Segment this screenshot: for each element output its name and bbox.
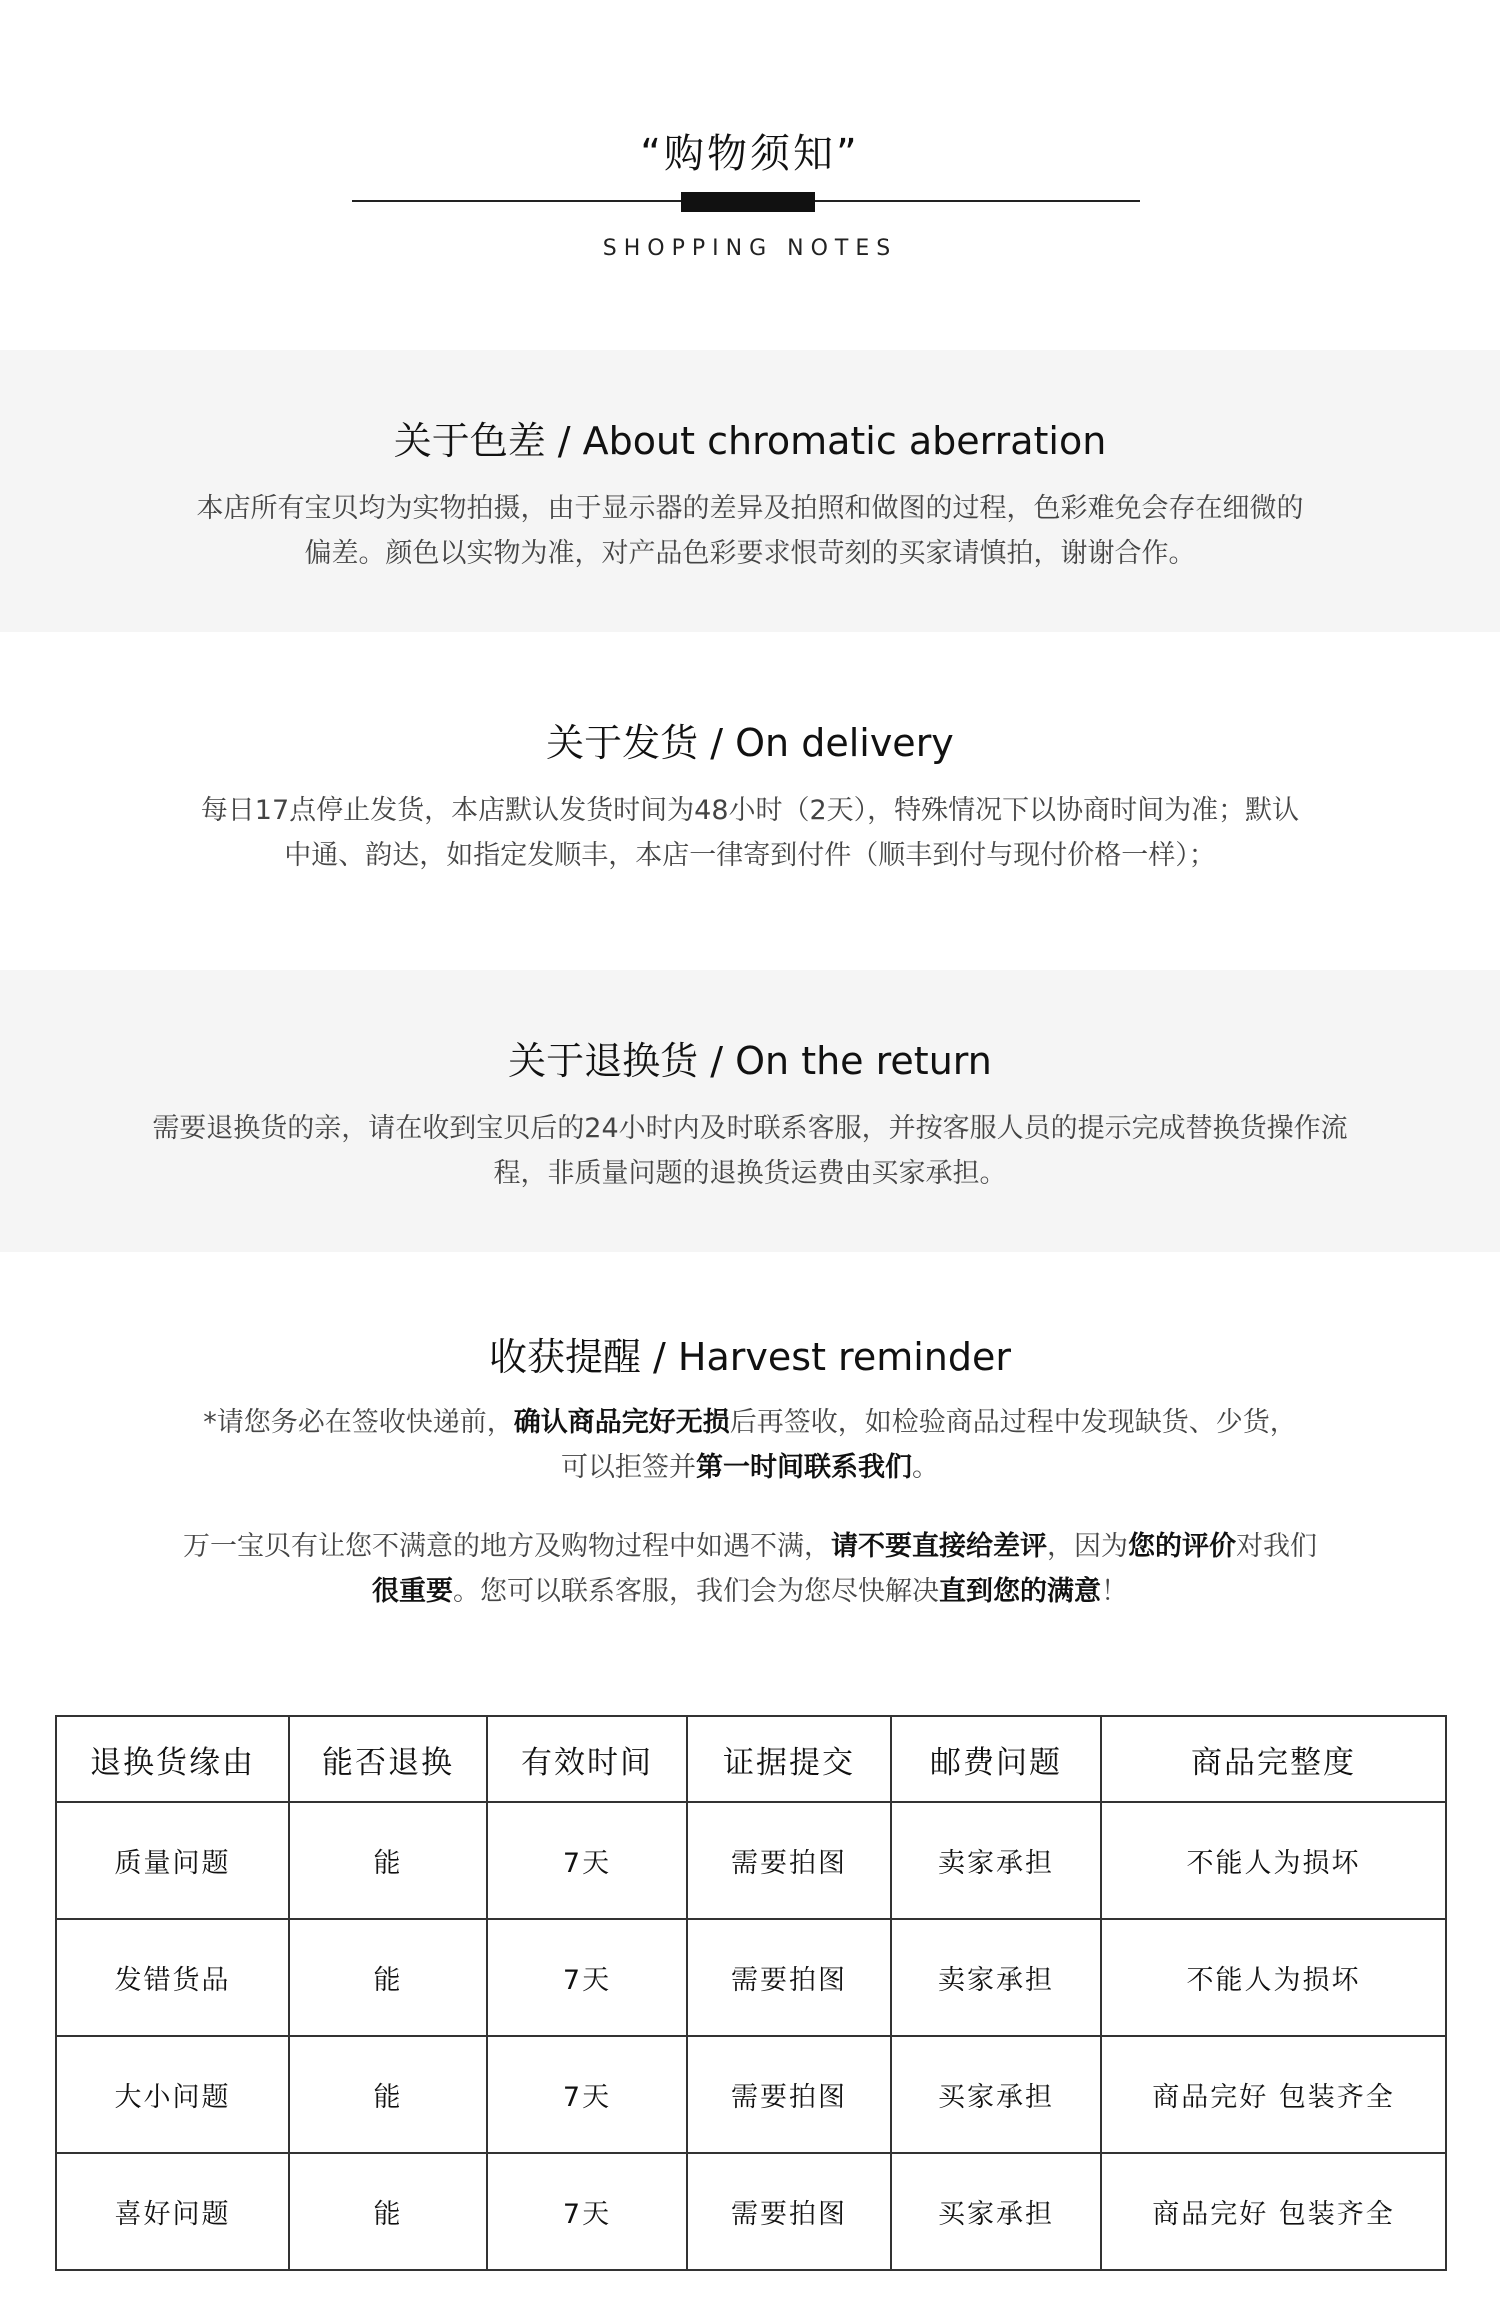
table-cell: 7天: [487, 2036, 687, 2153]
body-line: 程，非质量问题的退换货运费由买家承担。: [493, 1158, 1007, 1189]
emphasis-text: 确认商品完好无损: [513, 1407, 730, 1438]
body-line: 本店所有宝贝均为实物拍摄，由于显示器的差异及拍照和做图的过程，色彩难免会存在细微的: [196, 493, 1304, 524]
table-cell: 大小问题: [56, 2036, 289, 2153]
table-cell: 需要拍图: [687, 2153, 891, 2270]
text-run: 。: [912, 1452, 939, 1483]
table-cell: 买家承担: [891, 2036, 1101, 2153]
section-body: [90, 788, 1410, 878]
column-header: 证据提交: [687, 1716, 891, 1802]
section-color-difference: [0, 350, 1500, 632]
table-cell: 发错货品: [56, 1919, 289, 2036]
text-run: ！: [1101, 1576, 1128, 1607]
column-header: 退换货缘由: [56, 1716, 289, 1802]
section-title: 收获提醒 / Harvest reminder: [488, 1335, 1012, 1379]
text-run: 。您可以联系客服，我们会为您尽快解决: [453, 1576, 939, 1607]
emphasis-text: 请不要直接给差评: [831, 1531, 1047, 1562]
section-harvest-reminder: [0, 1252, 1500, 1672]
text-run: 万一宝贝有让您不满意的地方及购物过程中如遇不满，: [183, 1531, 831, 1562]
body-line: 偏差。颜色以实物为准，对产品色彩要求恨苛刻的买家请慎拍，谢谢合作。: [304, 538, 1196, 569]
section-title: 关于退换货 / On the return: [508, 1039, 992, 1083]
section-returns: [0, 970, 1500, 1252]
title-divider-bar: [681, 192, 815, 212]
table-header-row: [56, 1716, 1446, 1802]
reminder-paragraph-1: [90, 1400, 1410, 1490]
table-cell: 7天: [487, 2153, 687, 2270]
header: [0, 0, 1500, 340]
page-title: “购物须知”: [640, 131, 860, 177]
text-run: 后再签收，如检验商品过程中发现缺货、少货，: [729, 1407, 1297, 1438]
text-run: ，因为: [1047, 1531, 1128, 1562]
section-body: [90, 486, 1410, 576]
table-cell: 不能人为损坏: [1101, 1919, 1446, 2036]
table-cell: 能: [289, 1802, 487, 1919]
table-cell: 7天: [487, 1919, 687, 2036]
page-subtitle: SHOPPING NOTES: [602, 236, 898, 261]
table-cell: 能: [289, 2036, 487, 2153]
body-line: 中通、韵达，如指定发顺丰，本店一律寄到付件（顺丰到付与现付价格一样）；: [284, 840, 1216, 871]
table-row: [56, 2153, 1446, 2270]
table-cell: 卖家承担: [891, 1919, 1101, 2036]
emphasis-text: 直到您的满意: [939, 1576, 1101, 1607]
table-cell: 能: [289, 2153, 487, 2270]
table-cell: 喜好问题: [56, 2153, 289, 2270]
table-row: [56, 1919, 1446, 2036]
table-cell: 需要拍图: [687, 1802, 891, 1919]
body-line: 需要退换货的亲，请在收到宝贝后的24小时内及时联系客服，并按客服人员的提示完成替换货操作流: [152, 1113, 1348, 1144]
reminder-paragraph-2: [90, 1524, 1410, 1614]
section-body: [90, 1106, 1410, 1196]
section-delivery: [0, 632, 1500, 970]
table-cell: 需要拍图: [687, 1919, 891, 2036]
table-cell: 商品完好 包装齐全: [1101, 2036, 1446, 2153]
table-cell: 卖家承担: [891, 1802, 1101, 1919]
text-run: 可以拒签并: [561, 1452, 696, 1483]
table-row: [56, 1802, 1446, 1919]
emphasis-text: 很重要: [372, 1576, 453, 1607]
table-cell: 商品完好 包装齐全: [1101, 2153, 1446, 2270]
table-cell: 买家承担: [891, 2153, 1101, 2270]
column-header: 商品完整度: [1101, 1716, 1446, 1802]
body-line: 每日17点停止发货，本店默认发货时间为48小时（2天），特殊情况下以协商时间为准；默认: [200, 795, 1300, 826]
text-run: 对我们: [1236, 1531, 1317, 1562]
column-header: 能否退换: [289, 1716, 487, 1802]
section-title: 关于色差 / About chromatic aberration: [393, 419, 1107, 463]
table-cell: 7天: [487, 1802, 687, 1919]
column-header: 有效时间: [487, 1716, 687, 1802]
column-header: 邮费问题: [891, 1716, 1101, 1802]
table-row: [56, 2036, 1446, 2153]
text-run: *请您务必在签收快递前，: [203, 1407, 514, 1438]
table-cell: 质量问题: [56, 1802, 289, 1919]
section-title: 关于发货 / On delivery: [546, 721, 954, 765]
emphasis-text: 第一时间联系我们: [696, 1452, 912, 1483]
table-cell: 需要拍图: [687, 2036, 891, 2153]
return-policy-table: [55, 1715, 1447, 2271]
emphasis-text: 您的评价: [1128, 1531, 1236, 1562]
table-cell: 能: [289, 1919, 487, 2036]
table-cell: 不能人为损坏: [1101, 1802, 1446, 1919]
